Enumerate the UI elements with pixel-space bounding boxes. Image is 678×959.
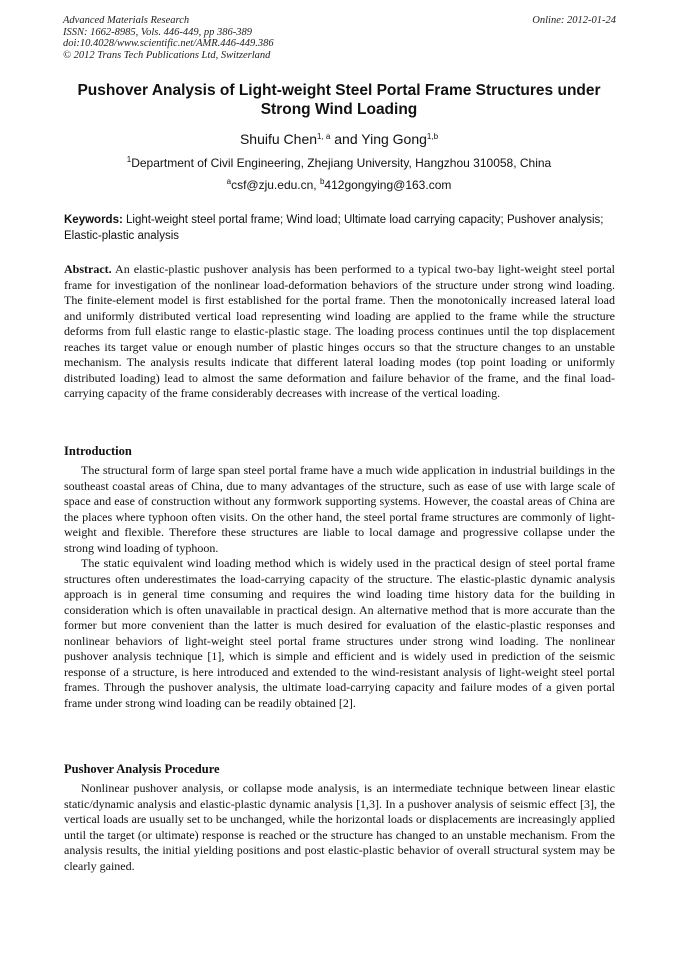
- abstract-text: An elastic-plastic pushover analysis has been performed to a typical two-bay light-weight steel portal frame for investigation of the nonlinear load-deformation behaviors of the structure under strong wind loading. The finite-element model is first established for the portal frame. Then the monotonically increased lateral load and uniformly distributed vertical load representing wind loading are applied to the frame while the structure deforms from full elastic range to elastic-plastic stage. The loading process continues until the top displacement reaches its target value or enough number of plastic hinges occurs so that the structure changes to an unstable mechanism. The analysis results indicate that different lateral loading modes (top point loading or uniformly distributed loading) lead to almost the same deformation and failure behavior of the frame, and the final load-carrying capacity of the frame considerably decreases with increase of the vertical loading.: [64, 262, 615, 400]
- emails-line: [55, 177, 623, 193]
- journal-copyright: © 2012 Trans Tech Publications Ltd, Switzerland: [63, 49, 271, 61]
- author-2: Ying Gong: [361, 131, 427, 147]
- author-2-superscript: 1,b: [426, 132, 439, 141]
- author-1: Shuifu Chen: [239, 131, 318, 147]
- journal-doi[interactable]: doi:10.4028/www.scientific.net/AMR.446-449.386: [63, 38, 274, 49]
- author-1-superscript: 1, a: [317, 132, 331, 141]
- pushover-paragraph-1: Nonlinear pushover analysis, or collapse mode analysis, is an intermediate technique between linear elastic static/dynamic analysis and elastic-plastic dynamic analysis [1,3]. In a pushover analysis of seismic effect [3], the vertical loads are usually set to be unchanged, while the horizontal loads or displacements are increasingly applied until the target (or ultimate) response is reached or the structure has changed to an unstable mechanism. From the analysis results, the initial yielding positions and post elastic-plastic behavior of overall structural system may be clearly gained.: [64, 781, 615, 873]
- paper-title: Pushover Analysis of Light-weight Steel Portal Frame Structures under Strong Wind Loading: [77, 82, 601, 118]
- introduction-paragraph-2: The static equivalent wind loading method which is widely used in the practical design of steel portal frame structures often underestimates the load-carrying capacity of the structure. The elastic-plastic dynamic analysis approach is in general time consuming and requires the wind loading time history data for the building in consideration which is often unavailable in practical design. An alternative method that is more accurate than the former but more convenient than the latter is much desired for evaluation of the elastic-plastic responses and nonlinear behaviors of light-weight steel portal frame structures under strong wind loading. The nonlinear pushover analysis technique [1], which is simple and efficient and is widely used in prediction of the seismic response of a structure, is here introduced and extended to the wind-resistant analysis of light-weight steel portal frames. Through the pushover analysis, the ultimate load-carrying capacity and failure modes of a given portal frame under strong wind loading can be readily obtained [2].: [64, 556, 615, 710]
- online-date: Online: 2012-01-24: [532, 15, 616, 26]
- pushover-section: [64, 781, 615, 874]
- pushover-heading: Pushover Analysis Procedure: [64, 762, 220, 776]
- email-2[interactable]: 412gongying@163.com: [324, 178, 452, 192]
- introduction-section: [64, 463, 615, 711]
- email-1[interactable]: csf@zju.edu.cn,: [231, 178, 320, 192]
- introduction-heading: Introduction: [64, 444, 132, 458]
- abstract: [64, 262, 615, 402]
- affiliation-text: Department of Civil Engineering, Zhejiang University, Hangzhou 310058, China: [131, 156, 552, 170]
- authors-line: [55, 130, 623, 148]
- keywords: [64, 212, 615, 244]
- journal-name: Advanced Materials Research: [63, 15, 190, 26]
- authors-and: and: [330, 131, 362, 147]
- email-1-superscript: a: [226, 177, 232, 186]
- keywords-label: Keywords:: [64, 214, 123, 226]
- affiliation: [55, 155, 623, 171]
- abstract-label: Abstract.: [64, 262, 112, 276]
- introduction-paragraph-1: The structural form of large span steel portal frame have a much wide application in industrial buildings in the southeast coastal areas of China, due to many advantages of the structure, such as ease of use with large scale of space and ease of construction without any formwork supporting systems. However, the coastal areas of China are the places where typhoon often visits. On the other hand, the steel portal frame structures are commonly of light-weight and flexible. Therefore these structures are liable to local damage and progressive collapse under the strong wind loading of typhoon.: [64, 463, 615, 555]
- email-2-superscript: b: [319, 177, 325, 186]
- keywords-text: Light-weight steel portal frame; Wind load; Ultimate load carrying capacity; Pushover analysis; Elastic-plastic analysis: [64, 214, 604, 242]
- journal-issn: ISSN: 1662-8985, Vols. 446-449, pp 386-389: [63, 26, 252, 38]
- affiliation-superscript: 1: [126, 155, 132, 164]
- journal-header: [63, 15, 616, 61]
